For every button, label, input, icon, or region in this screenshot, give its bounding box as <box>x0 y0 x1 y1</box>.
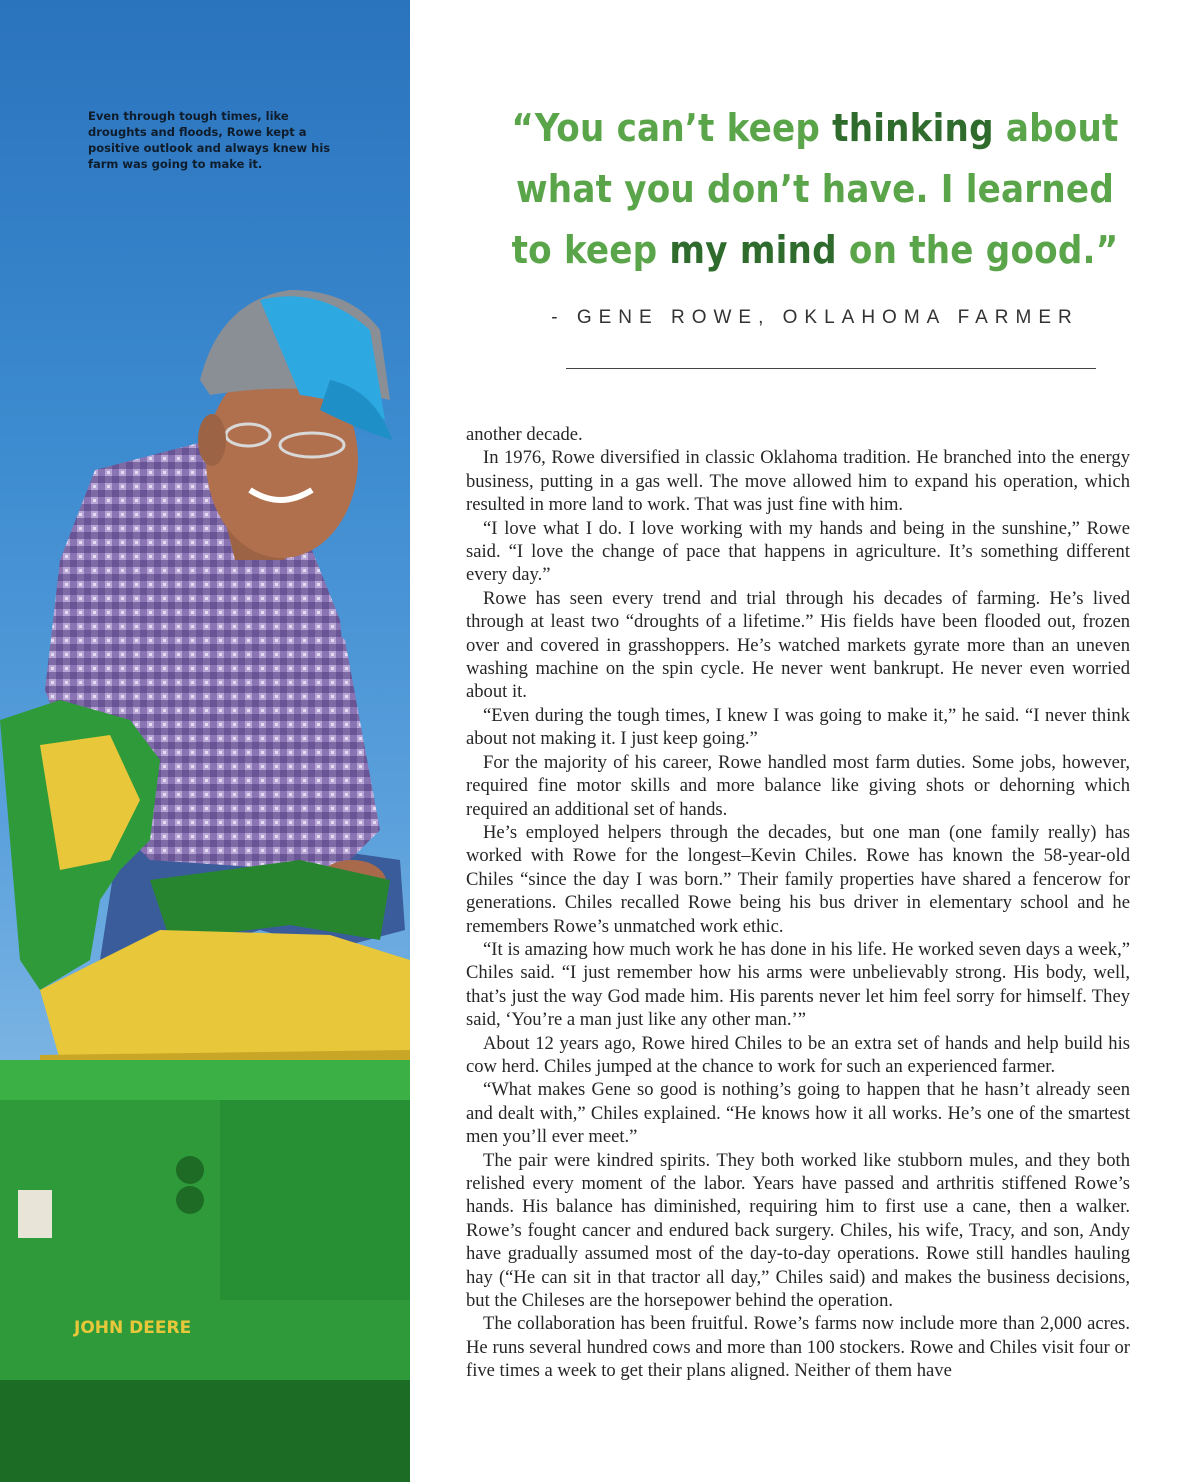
quote-attribution: - GENE ROWE, OKLAHOMA FARMER <box>551 307 1079 328</box>
article-paragraph: “I love what I do. I love working with my hands and being in the sunshine,” Rowe said. “I love the change of pace that happens in agriculture. It’s something different every day.” <box>466 517 1130 586</box>
article-paragraph: The collaboration has been fruitful. Rowe’s farms now include more than 2,000 acres. He runs several hundred cows and more than 100 stockers. Rowe and Chiles visit four or five times a week to get their plans aligned. Neither of them have <box>466 1313 1130 1382</box>
divider-rule <box>566 368 1096 369</box>
article-paragraph: Rowe has seen every trend and trial through his decades of farming. He’s lived through at least two “droughts of a lifetime.” His fields have been flooded out, frozen over and covered in grasshoppers. He’s watched markets gyrate more than an uneven washing machine on the spin cycle. He never went bankrupt. He never even worried about it. <box>466 587 1130 703</box>
pull-quote: “You can’t keep thinking about what you don’t have. I learned to keep my mind on the good.” <box>511 106 1119 272</box>
article-paragraph: About 12 years ago, Rowe hired Chiles to be an extra set of hands and help build his cow herd. Chiles jumped at the chance to work for such an experienced farmer. <box>466 1032 1130 1077</box>
article-body <box>466 423 1130 1483</box>
photo-caption: Even through tough times, like droughts and floods, Rowe kept a positive outlook and always knew his farm was going to make it. <box>88 109 331 171</box>
tractor-brand-label: JOHN DEERE <box>74 1318 192 1338</box>
ear <box>198 414 226 466</box>
article-paragraph: “What makes Gene so good is nothing’s going to happen that he hasn’t already seen and dealt with,” Chiles explained. “He knows how it all works. He’s one of the smartest men you’ll ever meet.” <box>466 1079 1130 1148</box>
article-paragraph: another decade. <box>466 424 583 445</box>
article-paragraph: “Even during the tough times, I knew I was going to make it,” he said. “I never think about not making it. I just keep going.” <box>466 704 1130 750</box>
article-paragraph: “It is amazing how much work he has done in his life. He worked seven days a week,” Chiles said. “I just remember how his arms were unbelievably strong. His body, well, that’s just the way God made him. His parents never let him feel sorry for himself. They said, ‘You’re a man just like any other man.’” <box>466 938 1130 1031</box>
article-paragraph: He’s employed helpers through the decades, but one man (one family really) has worked with Rowe for the longest–Kevin Chiles. Rowe has known the 58-year-old Chiles “since the day I was born.” Their family properties have shared a fencerow for generations. Chiles recalled Rowe being his bus driver in elementary school and he remembers Rowe’s unmatched work ethic. <box>466 821 1130 937</box>
article-paragraph: The pair were kindred spirits. They both worked like stubborn mules, and they both relished every moment of the labor. Years have passed and arthritis stiffened Rowe’s hands. His balance has diminished, requiring him to first use a cane, then a walker. Rowe’s fought cancer and endured back surgery. Chiles, his wife, Tracy, and son, Andy have gradually assumed most of the day-to-day operations. Rowe still handles hauling hay (“He can sit in that tractor all day,” Chiles said) and makes the business decisions, but the Chileses are the horsepower behind the operation. <box>466 1149 1130 1312</box>
farmer-photo <box>0 0 410 1482</box>
article-paragraph: In 1976, Rowe diversified in classic Oklahoma tradition. He branched into the energy business, putting in a gas well. The move allowed him to expand his operation, which resulted in more land to work. That was just fine with him. <box>466 447 1130 516</box>
warning-sticker <box>18 1190 52 1238</box>
farmer-on-tractor-illustration <box>0 0 410 1482</box>
article-paragraph: For the majority of his career, Rowe handled most farm duties. Some jobs, however, required fine motor skills and more balance like giving shots or dehorning which required an additional set of hands. <box>466 751 1130 820</box>
